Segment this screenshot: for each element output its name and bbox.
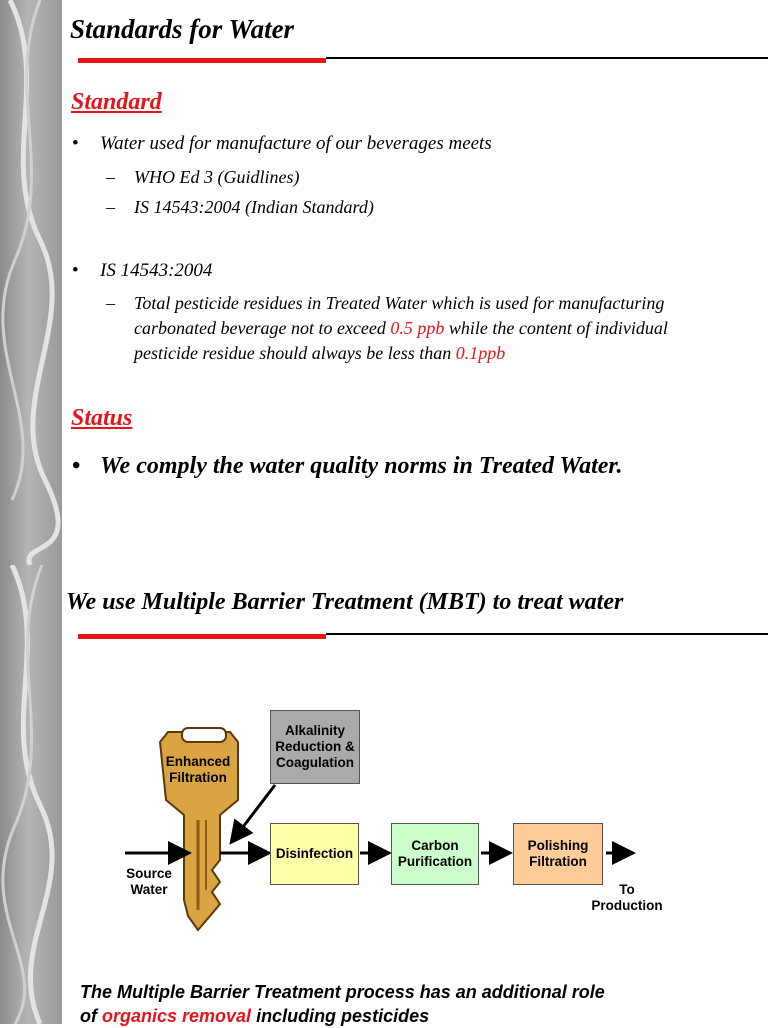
swirl-decoration-icon <box>0 0 62 565</box>
mbt-process-diagram <box>60 690 768 940</box>
to-production-label: To Production <box>591 882 663 913</box>
decorative-side-strip-lower <box>0 565 62 1024</box>
mbt-caption: The Multiple Barrier Treatment process has an additional role of organics removal including pesticides <box>80 982 605 1026</box>
title-underline-black <box>326 57 768 59</box>
decorative-side-strip <box>0 0 62 565</box>
disinfection-box: Disinfection <box>270 823 359 885</box>
status-heading: Status <box>71 405 133 431</box>
title-underline-red <box>78 58 326 63</box>
organics-removal-highlight: organics removal <box>102 1006 252 1026</box>
alkalinity-box: Alkalinity Reduction & Coagulation <box>270 710 360 784</box>
polishing-filtration-box: Polishing Filtration <box>513 823 603 885</box>
limit-0-5-ppb: 0.5 ppb <box>390 318 445 338</box>
slide1-title: Standards for Water <box>70 14 295 44</box>
slide2-underline-red <box>78 634 326 639</box>
standard-heading: Standard <box>71 89 162 115</box>
slide2-title: We use Multiple Barrier Treatment (MBT) to treat water <box>66 589 624 615</box>
slide2-underline-black <box>326 633 768 635</box>
limit-0-1-ppb: 0.1ppb <box>455 343 506 363</box>
source-water-label: Source Water <box>126 866 172 897</box>
carbon-purification-box: Carbon Purification <box>391 823 479 885</box>
swirl-decoration-icon <box>0 565 62 1024</box>
enhanced-filtration-label: Enhanced Filtration <box>165 754 231 785</box>
